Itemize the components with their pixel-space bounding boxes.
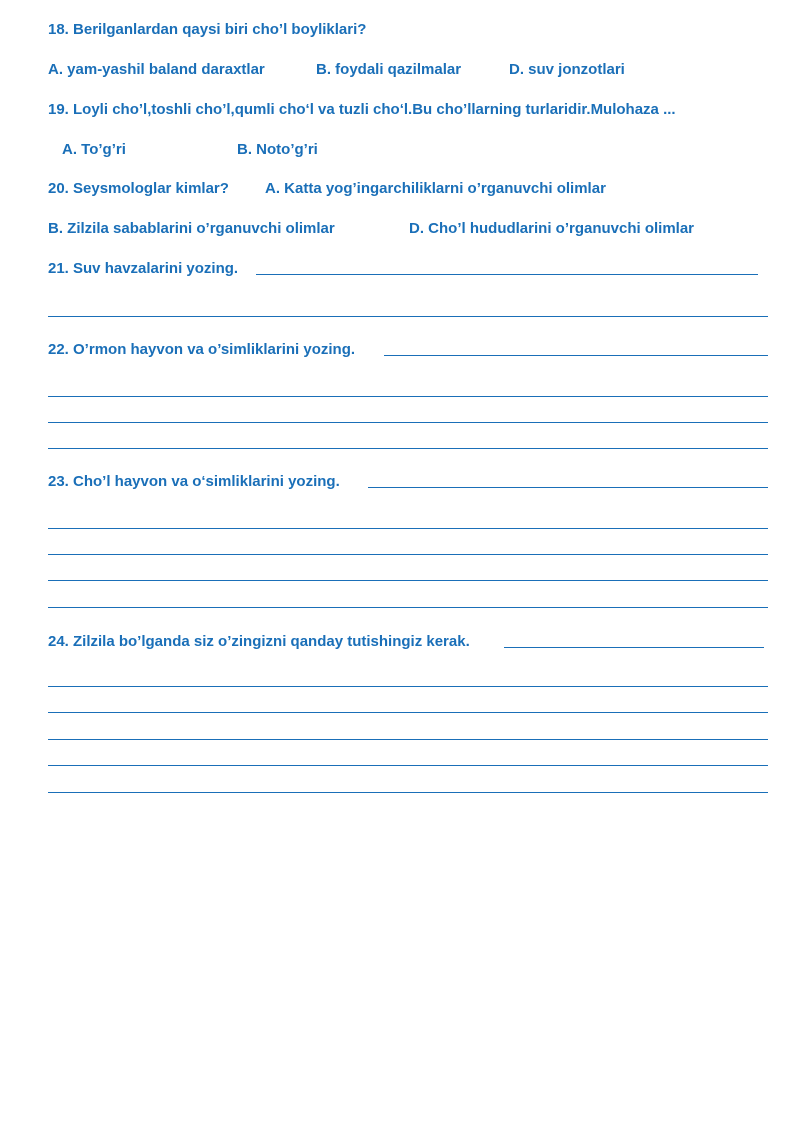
q23-answer-line[interactable]: [48, 554, 768, 555]
question-20: 20. Seysmologlar kimlar?: [48, 180, 229, 197]
q18-option-b[interactable]: B. foydali qazilmalar: [316, 61, 462, 78]
question-18: 18. Berilganlardan qaysi biri cho’l boyliklari?: [48, 21, 367, 38]
q20-option-b[interactable]: B. Zilzila sabablarini o’rganuvchi olimlar: [48, 220, 335, 237]
question-24: 24. Zilzila bo’lganda siz o’zingizni qanday tutishingiz kerak.: [48, 633, 470, 650]
question-22: 22. O’rmon hayvon va o’simliklarini yozing.: [48, 341, 356, 358]
q23-answer-line[interactable]: [48, 607, 768, 608]
q23-answer-line[interactable]: [48, 528, 768, 529]
q24-answer-line[interactable]: [48, 712, 768, 713]
q22-answer-line[interactable]: [48, 448, 768, 449]
q22-answer-line-inline[interactable]: [384, 355, 768, 356]
q21-answer-line-inline[interactable]: [256, 274, 758, 275]
q19-option-a[interactable]: A. To’g’ri: [62, 141, 126, 158]
q23-answer-line-inline[interactable]: [368, 487, 768, 488]
q19-option-b[interactable]: B. Noto’g’ri: [237, 141, 318, 158]
question-19: 19. Loyli cho’l,toshli cho’l,qumli cho‘l va tuzli cho‘l.Bu cho’llarning turlaridir.Mulohaza ...: [48, 101, 676, 118]
q22-answer-line[interactable]: [48, 396, 768, 397]
q24-answer-line-inline[interactable]: [504, 647, 764, 648]
q24-answer-line[interactable]: [48, 739, 768, 740]
q18-option-d[interactable]: D. suv jonzotlari: [509, 61, 625, 78]
q24-answer-line[interactable]: [48, 765, 768, 766]
question-23: 23. Cho’l hayvon va o‘simliklarini yozing.: [48, 473, 340, 490]
question-21: 21. Suv havzalarini yozing.: [48, 260, 239, 277]
q24-answer-line[interactable]: [48, 792, 768, 793]
q18-option-a[interactable]: A. yam-yashil baland daraxtlar: [48, 61, 265, 78]
q24-answer-line[interactable]: [48, 686, 768, 687]
q20-option-a[interactable]: A. Katta yog’ingarchiliklarni o’rganuvchi olimlar: [265, 180, 606, 197]
q21-answer-line[interactable]: [48, 316, 768, 317]
q20-option-d[interactable]: D. Cho’l hududlarini o’rganuvchi olimlar: [409, 220, 695, 237]
q22-answer-line[interactable]: [48, 422, 768, 423]
q23-answer-line[interactable]: [48, 580, 768, 581]
